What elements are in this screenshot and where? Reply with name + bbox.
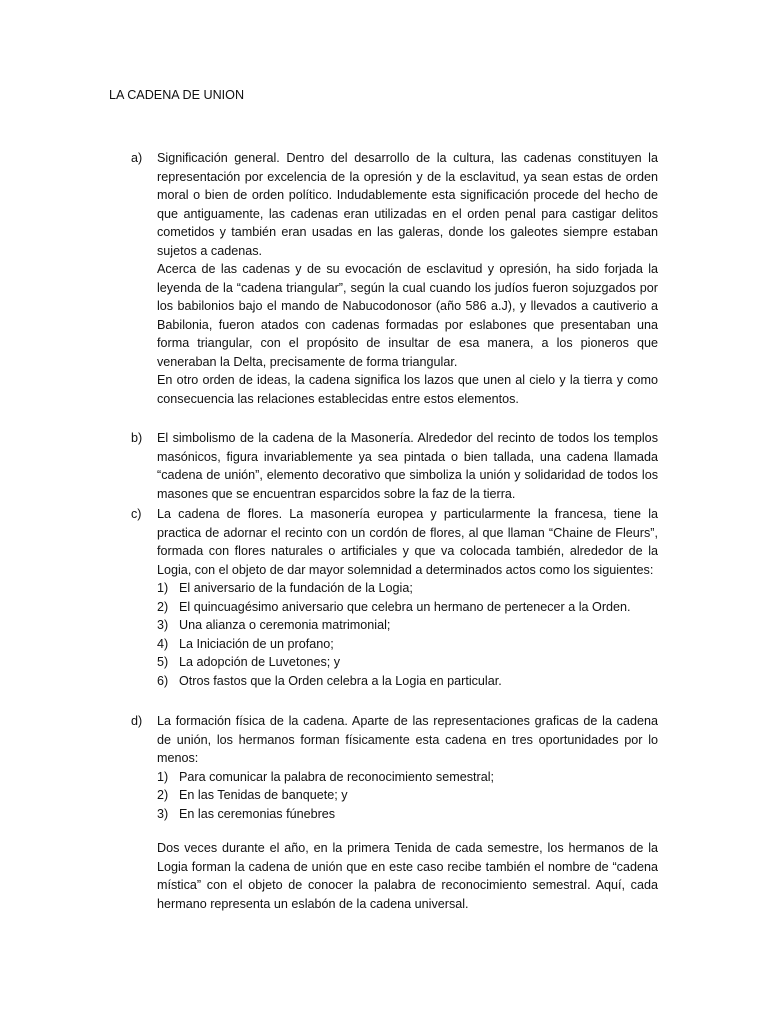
list-item [157, 672, 658, 691]
section-a [131, 149, 658, 408]
paragraph: En otro orden de ideas, la cadena significa los lazos que unen al cielo y la tierra y como consecuencia las relaciones establecidas entre estos elementos. [157, 373, 658, 406]
paragraph: El simbolismo de la cadena de la Masonería. Alrededor del recinto de todos los templos masónicos, figura invariablemente ya sea pintada o bien tallada, una cadena llamada “cadena de unión”, elemento decorativo que simboliza la unión y solidaridad de todos los masones que se encuentran esparcidos sobre la faz de la tierra. [157, 431, 658, 501]
section-marker: d) [131, 714, 143, 728]
list-number: 4) [157, 636, 169, 651]
closing-paragraph: Dos veces durante el año, en la primera Tenida de cada semestre, los hermanos de la Logia forman la cadena de unión que en este caso recibe también el nombre de “cadena mística” con el objeto de conocer la palabra de reconocimiento semestral. Aquí, cada hermano representa un eslabón de la cadena universal. [157, 841, 658, 911]
paragraph: Significación general. Dentro del desarrollo de la cultura, las cadenas constituyen la representación por excelencia de la opresión y de la esclavitud, ya sean estas de orden moral o bien de orden político. Indudablemente esta significación procede del hecho de que antiguamente, las cadenas eran utilizadas en el orden penal para castigar delitos cometidos y también eran usadas en las galeras, donde los galeotes siempre estaban sujetos a cadenas. [157, 151, 658, 258]
list-item [157, 805, 658, 824]
list-item-text: Para comunicar la palabra de reconocimiento semestral; [179, 769, 494, 784]
list-item-text: En las ceremonias fúnebres [179, 806, 336, 821]
list-item [157, 786, 658, 805]
list-item [157, 768, 658, 787]
paragraph: Acerca de las cadenas y de su evocación de esclavitud y opresión, ha sido forjada la leyenda de la “cadena triangular”, según la cual cuando los judíos fueron sojuzgados por los babilonios bajo el mando de Nabucodonosor (año 586 a.J), y llevados a cautiverio a Babilonia, fueron atados con cadenas formadas por eslabones que presentaban una forma triangular, con el propósito de insultar de esa manera, a los pioneros que veneraban la Delta, precisamente de forma triangular. [157, 262, 658, 369]
list-item [157, 653, 658, 672]
list-item [157, 598, 658, 617]
section-body [157, 429, 658, 503]
list-number: 2) [157, 788, 169, 802]
list-number: 3) [157, 806, 169, 821]
document-title: LA CADENA DE UNION [109, 88, 245, 102]
numbered-list [157, 579, 658, 690]
section-c [131, 505, 658, 690]
list-number: 2) [157, 599, 169, 614]
list-item [157, 616, 658, 635]
section-d [131, 712, 658, 913]
list-item-text: La Iniciación de un profano; [179, 636, 334, 651]
section-marker: c) [131, 507, 142, 521]
section-body [157, 149, 658, 408]
list-item [157, 635, 658, 654]
list-item-text: El quincuagésimo aniversario que celebra un hermano de pertenecer a la Orden. [179, 599, 631, 614]
list-item [157, 579, 658, 598]
section-b [131, 429, 658, 503]
list-number: 6) [157, 673, 169, 688]
list-number: 1) [157, 581, 169, 595]
list-item-text: En las Tenidas de banquete; y [179, 788, 348, 802]
section-marker: a) [131, 151, 143, 165]
list-item-text: El aniversario de la fundación de la Logia; [179, 581, 413, 595]
list-number: 5) [157, 655, 169, 669]
numbered-list [157, 768, 658, 824]
list-number: 1) [157, 769, 169, 784]
paragraph: La cadena de flores. La masonería europea y particularmente la francesa, tiene la practica de adornar el recinto con un cordón de flores, al que llaman “Chaine de Fleurs”, formada con flores naturales o artificiales y que va colocada también, alrededor de la Logia, con el objeto de dar mayor solemnidad a determinados actos como los siguientes: [157, 507, 658, 577]
section-body [157, 712, 658, 913]
section-marker: b) [131, 431, 143, 445]
list-item-text: Otros fastos que la Orden celebra a la Logia en particular. [179, 673, 502, 688]
list-item-text: Una alianza o ceremonia matrimonial; [179, 618, 391, 632]
list-number: 3) [157, 618, 169, 632]
paragraph: La formación física de la cadena. Aparte de las representaciones graficas de la cadena de unión, los hermanos forman físicamente esta cadena en tres oportunidades por lo menos: [157, 714, 658, 765]
list-item-text: La adopción de Luvetones; y [179, 655, 341, 669]
section-body [157, 505, 658, 690]
